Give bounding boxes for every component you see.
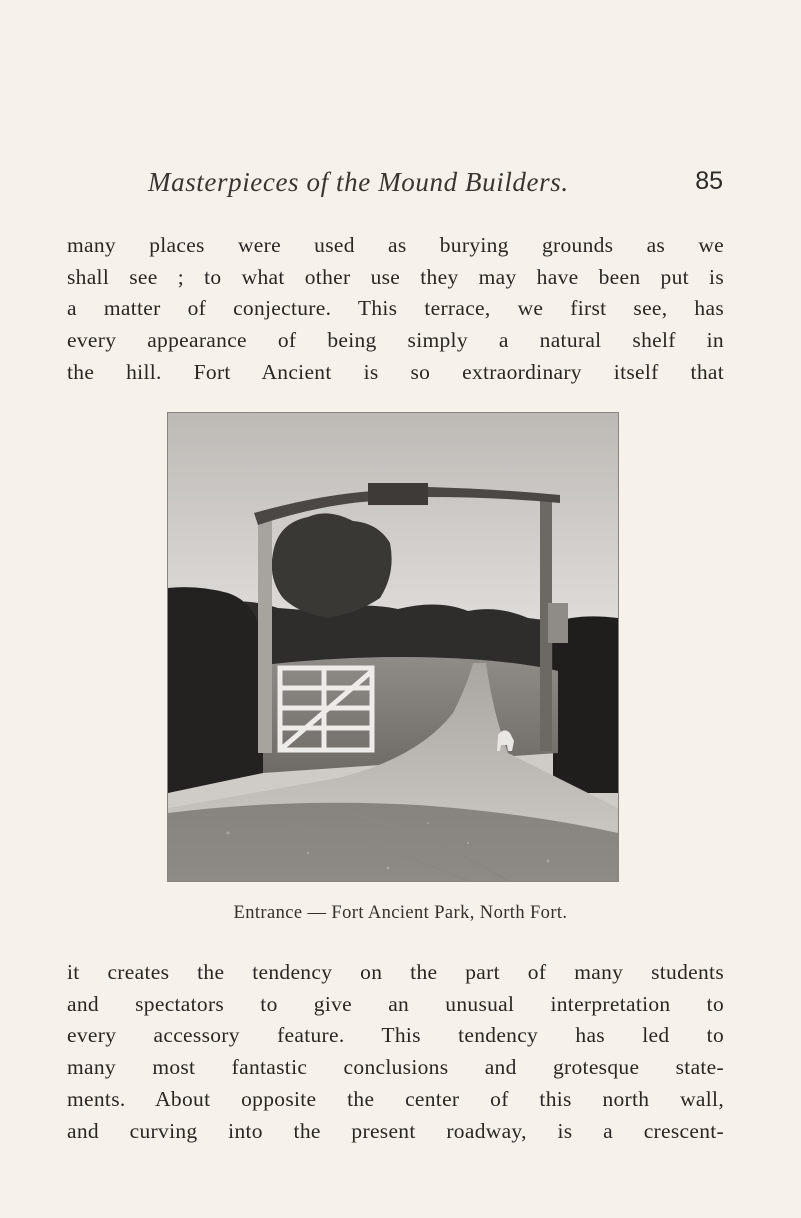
text-line: a matter of conjecture. This terrace, we first see, has: [67, 296, 724, 321]
photograph-fort-ancient-entrance: [167, 412, 619, 882]
text-line: many places were used as burying grounds as we: [67, 233, 724, 257]
running-head: [148, 167, 723, 207]
paragraph-bottom: [67, 957, 724, 1147]
text-line: shall see ; to what other use they may have been put is: [67, 264, 724, 289]
page-number: 85: [695, 167, 723, 195]
paragraph-top: [67, 230, 724, 389]
running-title: Masterpieces of the Mound Builders.: [148, 167, 569, 197]
text-line: ments. About opposite the center of this north wall,: [67, 1086, 724, 1111]
text-line: it creates the tendency on the part of many students: [67, 960, 724, 984]
figure-caption: Entrance — Fort Ancient Park, North Fort.: [233, 903, 568, 923]
text-line: every appearance of being simply a natural shelf in: [67, 328, 724, 353]
text-line: many most fantastic conclusions and grotesque state-: [67, 1055, 724, 1080]
text-line: the hill. Fort Ancient is so extraordinary itself that: [67, 359, 724, 384]
text-line: and curving into the present roadway, is a crescent-: [67, 1118, 724, 1143]
text-line: and spectators to give an unusual interpretation to: [67, 991, 724, 1016]
text-line: every accessory feature. This tendency has led to: [67, 1023, 724, 1048]
